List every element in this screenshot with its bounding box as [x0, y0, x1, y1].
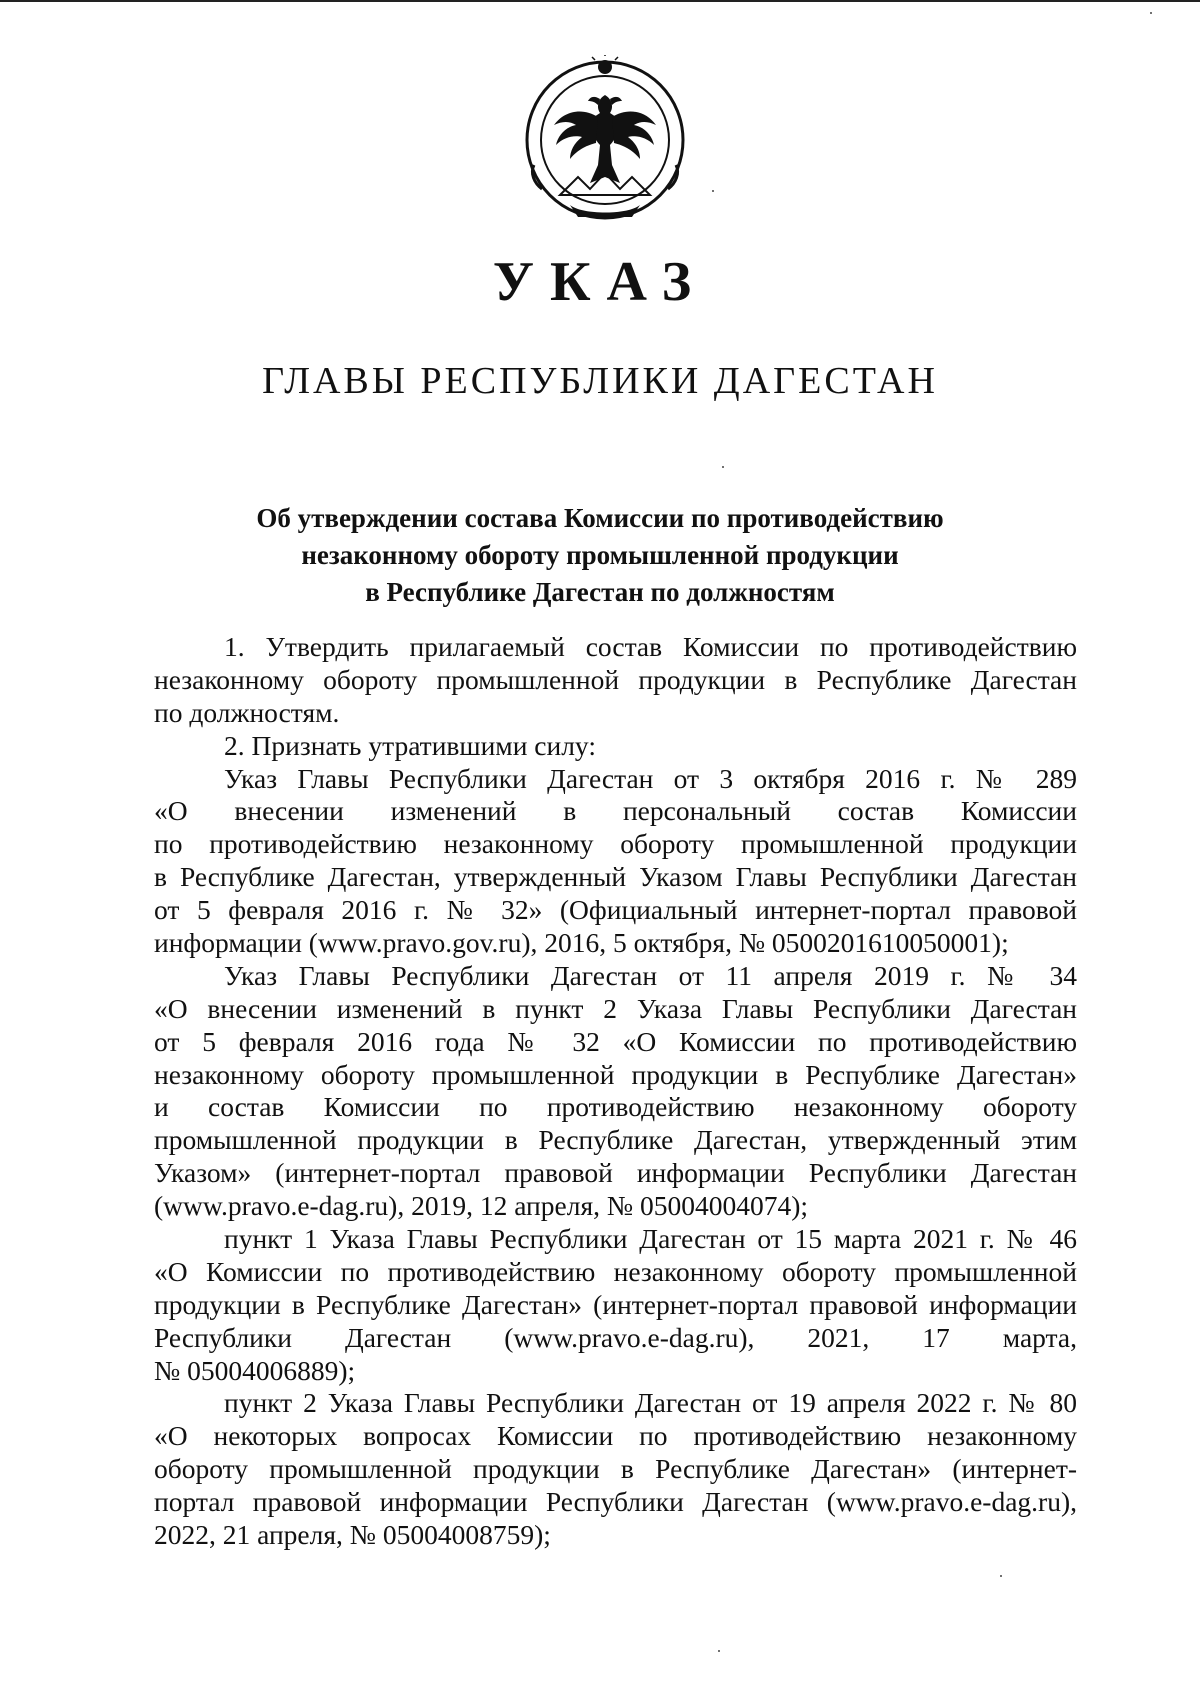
body-line: 1. Утвердить прилагаемый состав Комиссии по противодействию	[224, 631, 1077, 662]
body-line: «О внесении изменений в персональный состав Комиссии	[154, 795, 1077, 827]
body-line: по противодействию незаконному обороту промышленной продукции	[154, 828, 1077, 860]
scan-speck	[718, 1650, 720, 1652]
body-line: пункт 1 Указа Главы Республики Дагестан от 15 марта 2021 г. № 46	[224, 1223, 1077, 1255]
decree-heading	[150, 500, 1050, 611]
body-line: незаконному обороту промышленной продукции в Республике Дагестан»	[154, 1058, 1077, 1090]
body-line: «О внесении изменений в пункт 2 Указа Главы Республики Дагестан	[154, 992, 1077, 1024]
body-line: 2022, 21 апреля, № 05004008759);	[154, 1519, 551, 1551]
scan-speck	[712, 190, 714, 192]
body-line: информации (www.pravo.gov.ru), 2016, 5 октября, № 0500201610050001);	[154, 927, 1009, 959]
decree-subtitle: ГЛАВЫ РЕСПУБЛИКИ ДАГЕСТАН	[262, 360, 938, 402]
heading-line: Об утверждении состава Комиссии по противодействию	[256, 503, 944, 533]
heading-line: в Республике Дагестан по должностям	[365, 577, 835, 607]
body-line: 2. Признать утратившими силу:	[224, 729, 596, 761]
body-line: «О некоторых вопросах Комиссии по противодействию незаконному	[154, 1420, 1077, 1452]
body-line: Указ Главы Республики Дагестан от 3 октября 2016 г. № 289	[224, 762, 1077, 794]
body-line: и состав Комиссии по противодействию незаконному обороту	[154, 1091, 1077, 1123]
body-line: пункт 2 Указа Главы Республики Дагестан от 19 апреля 2022 г. № 80	[224, 1387, 1077, 1419]
body-line: от 5 февраля 2016 г. № 32» (Официальный интернет-портал правовой	[154, 894, 1077, 926]
body-line: незаконному обороту промышленной продукции в Республике Дагестан	[154, 663, 1077, 695]
decree-title: УКАЗ	[492, 251, 708, 313]
body-line: № 05004006889);	[154, 1354, 356, 1386]
body-line: в Республике Дагестан, утвержденный Указом Главы Республики Дагестан	[154, 861, 1077, 893]
heading-line: незаконному обороту промышленной продукции	[301, 540, 899, 570]
body-line: по должностям.	[154, 696, 340, 728]
body-line: от 5 февраля 2016 года № 32 «О Комиссии по противодействию	[154, 1025, 1077, 1057]
body-line: промышленной продукции в Республике Дагестан, утвержденный этим	[154, 1124, 1077, 1156]
scan-speck	[1150, 12, 1152, 14]
body-line: портал правовой информации Республики Дагестан (www.pravo.e-dag.ru),	[154, 1486, 1077, 1518]
body-line: Указом» (интернет-портал правовой информации Республики Дагестан	[154, 1157, 1077, 1189]
body-line: Указ Главы Республики Дагестан от 11 апреля 2019 г. № 34	[224, 959, 1077, 991]
body-line: (www.pravo.e-dag.ru), 2019, 12 апреля, № 05004004074);	[154, 1190, 808, 1222]
body-line: «О Комиссии по противодействию незаконному обороту промышленной	[154, 1255, 1077, 1287]
body-line: продукции в Республике Дагестан» (интернет-портал правовой информации	[154, 1288, 1077, 1320]
decree-body	[154, 631, 1077, 1552]
scan-top-border	[0, 0, 1200, 2]
scan-speck	[1000, 1575, 1002, 1577]
scan-speck	[722, 466, 724, 468]
coat-of-arms-dagestan-icon	[520, 55, 690, 225]
body-line: Республики Дагестан (www.pravo.e-dag.ru), 2021, 17 марта,	[154, 1321, 1077, 1353]
body-line: обороту промышленной продукции в Республике Дагестан» (интернет-	[154, 1453, 1077, 1485]
